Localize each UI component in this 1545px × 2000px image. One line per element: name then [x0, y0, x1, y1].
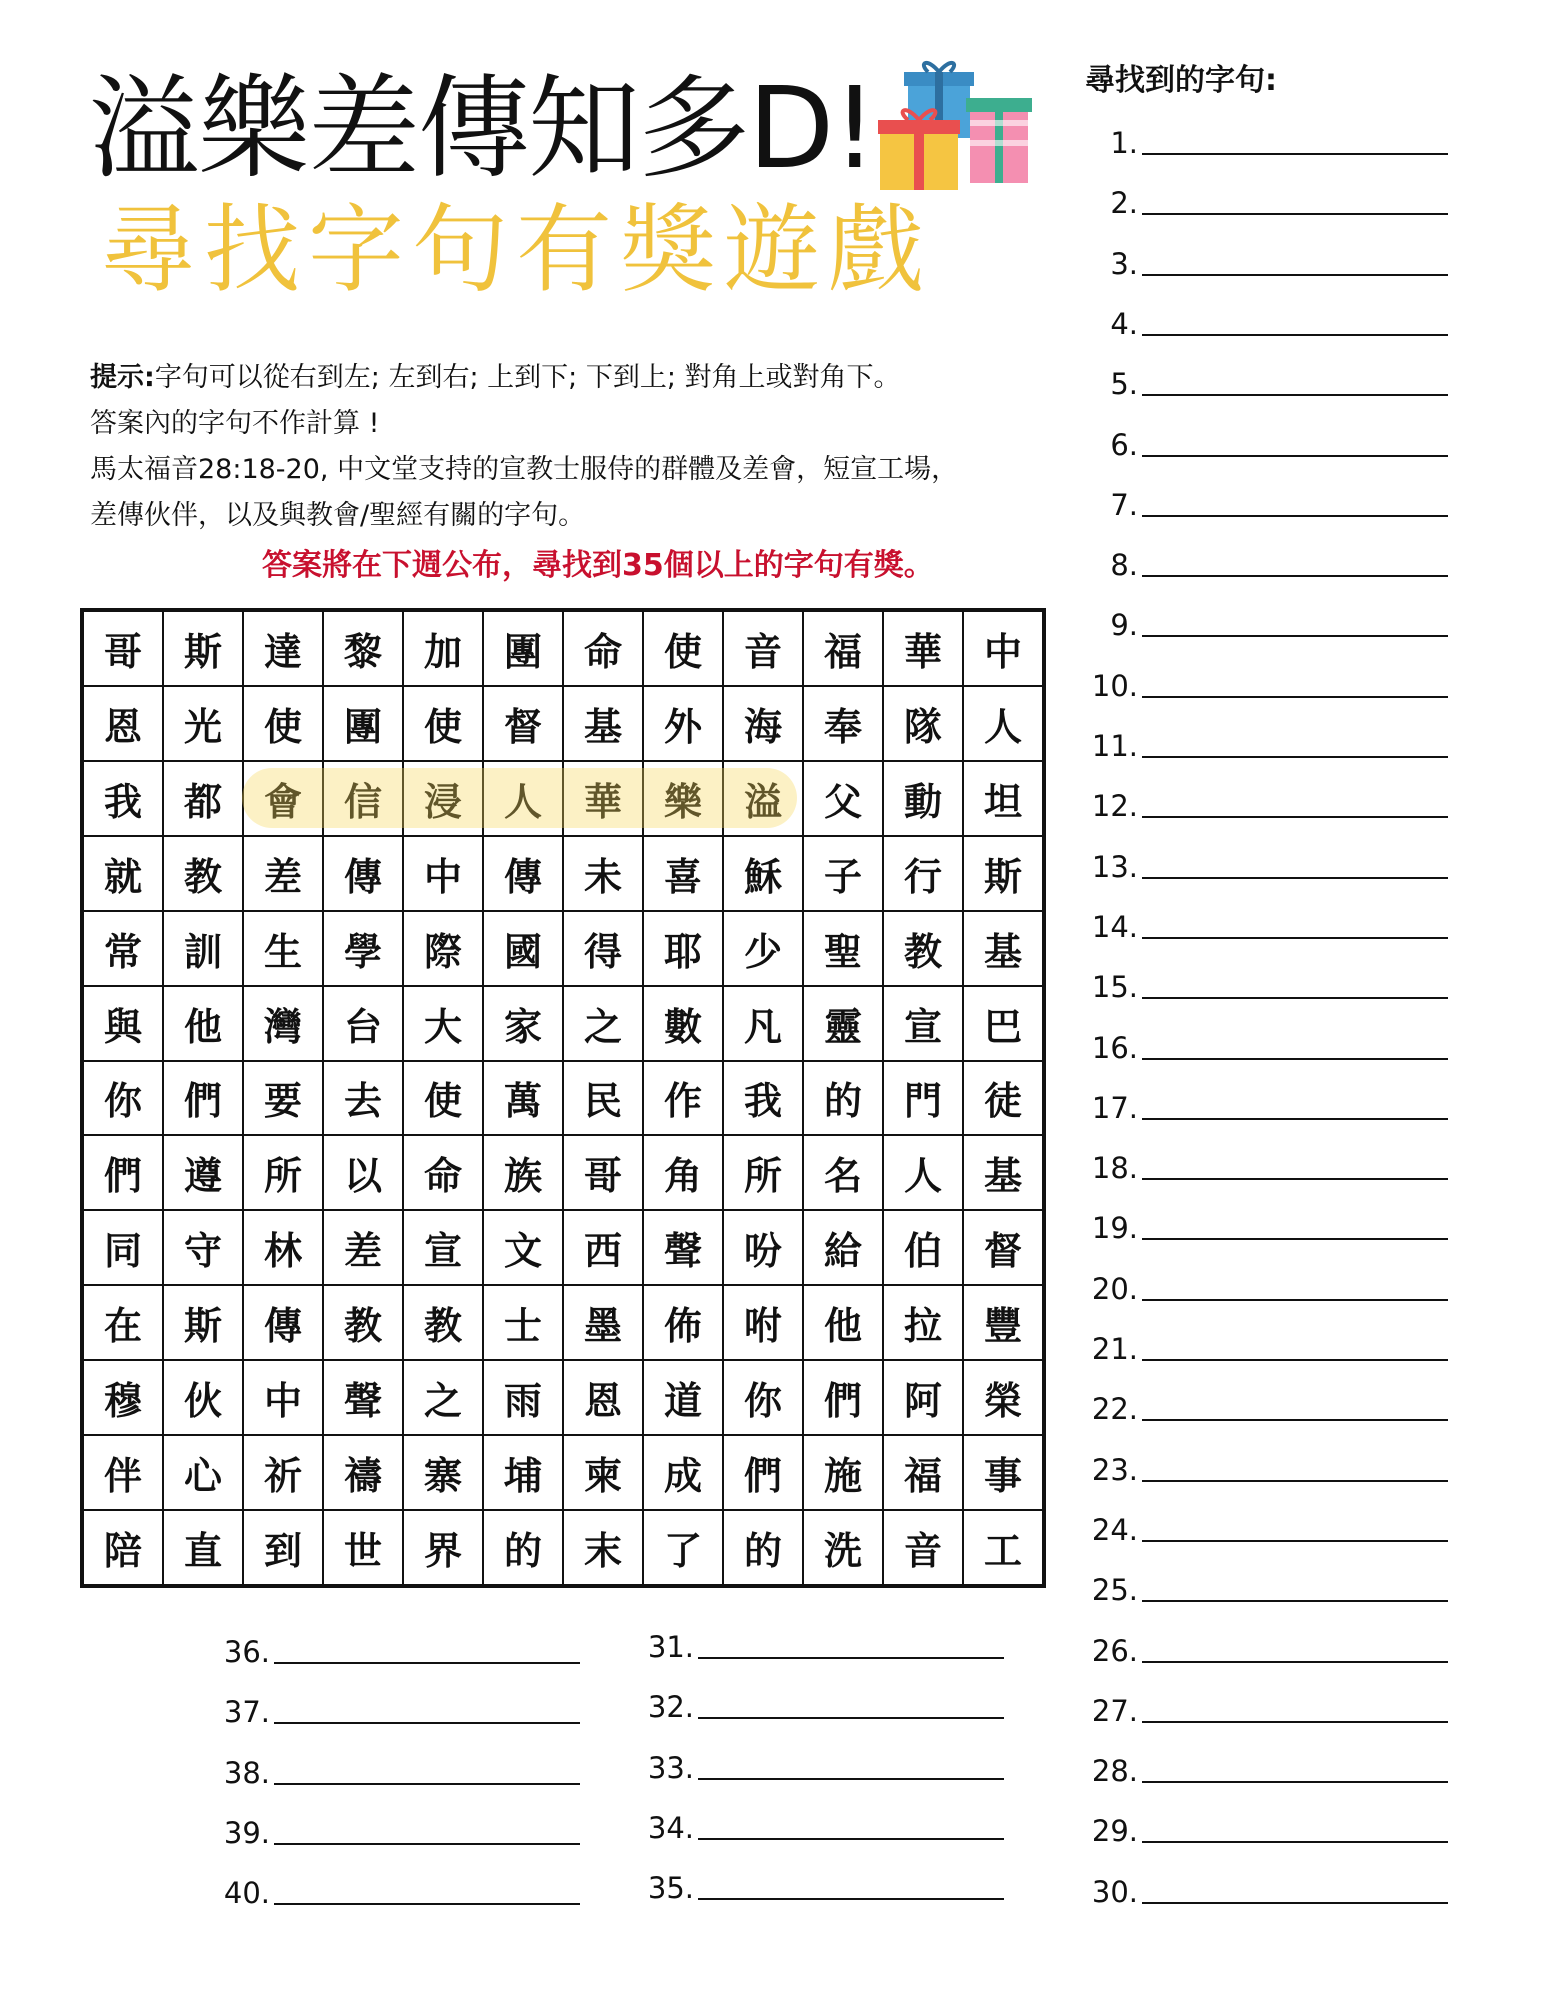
- grid-cell[interactable]: 哥: [563, 1135, 643, 1210]
- grid-cell[interactable]: 奉: [803, 686, 883, 761]
- grid-cell[interactable]: 伯: [883, 1210, 963, 1285]
- grid-cell[interactable]: 以: [323, 1135, 403, 1210]
- answer-blank[interactable]: [1142, 815, 1448, 818]
- answer-number: 14.: [1091, 909, 1138, 944]
- hint-text-1: 字句可以從右到左; 左到右; 上到下; 下到上; 對角上或對角下。: [154, 362, 901, 393]
- answer-number: 24.: [1091, 1512, 1138, 1547]
- answer-blank[interactable]: [1142, 1840, 1448, 1843]
- answer-number: 31.: [647, 1630, 694, 1664]
- answer-number: 29.: [1091, 1814, 1138, 1849]
- answer-blank[interactable]: [1142, 1901, 1448, 1904]
- hint-line-2: 答案內的字句不作計算 !: [90, 408, 380, 439]
- grid-cell[interactable]: 所: [723, 1135, 803, 1210]
- answer-number: 15.: [1091, 970, 1138, 1005]
- grid-cell[interactable]: 達: [243, 611, 323, 686]
- answer-line: [640, 1622, 1004, 1662]
- grid-cell[interactable]: 傳: [323, 836, 403, 911]
- grid-cell[interactable]: 常: [83, 911, 163, 986]
- answer-blank[interactable]: [1142, 212, 1448, 215]
- answer-number: 39.: [223, 1815, 270, 1850]
- grid-cell[interactable]: 心: [163, 1435, 243, 1510]
- grid-cell[interactable]: 世: [323, 1510, 403, 1585]
- grid-cell[interactable]: 教: [883, 911, 963, 986]
- grid-cell[interactable]: 宣: [403, 1210, 483, 1285]
- answer-line: [1084, 178, 1448, 221]
- answer-number: 36.: [223, 1635, 270, 1669]
- grid-cell[interactable]: 信: [323, 761, 403, 836]
- answer-blank[interactable]: [1142, 1298, 1448, 1301]
- grid-cell[interactable]: 聲: [643, 1210, 723, 1285]
- grid-cell[interactable]: 都: [163, 761, 243, 836]
- answer-number: 13.: [1091, 849, 1138, 884]
- answer-line: [640, 1803, 1004, 1843]
- grid-cell[interactable]: 文: [483, 1210, 563, 1285]
- answer-blank[interactable]: [698, 1777, 1004, 1780]
- grid-cell[interactable]: 作: [643, 1061, 723, 1136]
- answer-line: [1084, 1565, 1448, 1608]
- answer-blank[interactable]: [698, 1897, 1004, 1900]
- page-title: 溢樂差傳知多D!: [88, 64, 876, 194]
- grid-cell[interactable]: 穌: [723, 836, 803, 911]
- answer-number: 27.: [1091, 1693, 1138, 1728]
- answer-number: 6.: [1110, 427, 1138, 462]
- answer-line: [1084, 1143, 1448, 1186]
- grid-cell[interactable]: 差: [243, 836, 323, 911]
- grid-cell[interactable]: 斯: [163, 1285, 243, 1360]
- answer-blank[interactable]: [1142, 755, 1448, 758]
- grid-cell[interactable]: 所: [243, 1135, 323, 1210]
- grid-cell[interactable]: 的: [803, 1061, 883, 1136]
- grid-cell[interactable]: 得: [563, 911, 643, 986]
- grid-cell[interactable]: 浸: [403, 761, 483, 836]
- grid-cell[interactable]: 陪: [83, 1510, 163, 1585]
- answer-number: 40.: [223, 1876, 270, 1911]
- grid-cell[interactable]: 你: [83, 1061, 163, 1136]
- answer-number: 11.: [1091, 729, 1138, 763]
- answer-line: [1084, 359, 1448, 402]
- grid-cell[interactable]: 子: [803, 836, 883, 911]
- grid-cell[interactable]: 命: [403, 1135, 483, 1210]
- hint-line-4: 差傳伙伴，以及與教會/聖經有關的字句。: [90, 500, 586, 531]
- word-search-grid: [80, 608, 1046, 1588]
- answer-line: [1084, 1083, 1448, 1123]
- grid-cell[interactable]: 佈: [643, 1285, 723, 1360]
- grid-cell[interactable]: 伙: [163, 1360, 243, 1435]
- grid-cell[interactable]: 之: [403, 1360, 483, 1435]
- grid-cell[interactable]: 他: [803, 1285, 883, 1360]
- grid-cell[interactable]: 基: [563, 686, 643, 761]
- hint-label: 提示:: [90, 362, 155, 393]
- grid-cell[interactable]: 與: [83, 986, 163, 1061]
- grid-cell[interactable]: 吩: [723, 1210, 803, 1285]
- grid-cell[interactable]: 我: [83, 761, 163, 836]
- page-subtitle: 尋找字句有獎遊戲: [100, 194, 932, 306]
- grid-cell[interactable]: 少: [723, 911, 803, 986]
- answer-blank[interactable]: [1142, 1780, 1448, 1783]
- answer-line: [640, 1682, 1004, 1725]
- grid-cell[interactable]: 你: [723, 1360, 803, 1435]
- grid-cell[interactable]: 道: [643, 1360, 723, 1435]
- grid-cell[interactable]: 寨: [403, 1435, 483, 1510]
- grid-cell[interactable]: 末: [563, 1510, 643, 1585]
- grid-cell[interactable]: 伴: [83, 1435, 163, 1510]
- grid-cell[interactable]: 哥: [83, 611, 163, 686]
- answer-line: [1084, 1324, 1448, 1364]
- answer-number: 26.: [1091, 1633, 1138, 1668]
- grid-cell[interactable]: 門: [883, 1061, 963, 1136]
- answer-blank[interactable]: [1142, 514, 1448, 517]
- grid-cell[interactable]: 豐: [963, 1285, 1043, 1360]
- answer-blank[interactable]: [1142, 1599, 1448, 1602]
- grid-cell[interactable]: 事: [963, 1435, 1043, 1510]
- answer-line: [1084, 721, 1448, 761]
- answer-blank[interactable]: [698, 1656, 1004, 1659]
- grid-cell[interactable]: 宣: [883, 986, 963, 1061]
- grid-cell[interactable]: 族: [483, 1135, 563, 1210]
- hint-block: [90, 355, 1050, 539]
- answer-line: [1084, 902, 1448, 942]
- grid-cell[interactable]: 差: [323, 1210, 403, 1285]
- answer-number: 9.: [1110, 608, 1138, 643]
- grid-cell[interactable]: 台: [323, 986, 403, 1061]
- answer-blank[interactable]: [1142, 393, 1448, 396]
- answer-line: [1084, 962, 1448, 1005]
- answer-number: 21.: [1091, 1332, 1138, 1366]
- answer-blank[interactable]: [1142, 1358, 1448, 1361]
- answer-line: [640, 1743, 1004, 1783]
- grid-cell[interactable]: 外: [643, 686, 723, 761]
- grid-cell[interactable]: 恩: [83, 686, 163, 761]
- answer-number: 5.: [1110, 367, 1138, 402]
- grid-cell[interactable]: 直: [163, 1510, 243, 1585]
- answer-blank[interactable]: [1142, 996, 1448, 999]
- grid-cell[interactable]: 們: [803, 1360, 883, 1435]
- grid-cell[interactable]: 墨: [563, 1285, 643, 1360]
- grid-cell[interactable]: 洗: [803, 1510, 883, 1585]
- grid-cell[interactable]: 到: [243, 1510, 323, 1585]
- grid-cell[interactable]: 的: [723, 1510, 803, 1585]
- grid-cell[interactable]: 訓: [163, 911, 243, 986]
- answer-line: [1084, 1023, 1448, 1063]
- answer-number: 8.: [1110, 548, 1138, 583]
- grid-cell[interactable]: 光: [163, 686, 243, 761]
- grid-cell[interactable]: 了: [643, 1510, 723, 1585]
- answer-number: 30.: [1091, 1874, 1138, 1909]
- grid-cell[interactable]: 們: [163, 1061, 243, 1136]
- grid-cell[interactable]: 溢: [723, 761, 803, 836]
- answer-line: [1084, 1746, 1448, 1789]
- grid-cell[interactable]: 團: [483, 611, 563, 686]
- answer-number: 7.: [1110, 487, 1138, 522]
- answer-line: [216, 1687, 580, 1730]
- answer-blank[interactable]: [1142, 273, 1448, 276]
- hint-line-1: [90, 355, 1050, 401]
- grid-cell[interactable]: 們: [723, 1435, 803, 1510]
- answer-line: [1084, 1203, 1448, 1246]
- grid-cell[interactable]: 傳: [243, 1285, 323, 1360]
- grid-cell[interactable]: 人: [963, 686, 1043, 761]
- answer-line: [1084, 1384, 1448, 1427]
- answer-line: [216, 1748, 580, 1788]
- grid-cell[interactable]: 中: [243, 1360, 323, 1435]
- grid-cell[interactable]: 生: [243, 911, 323, 986]
- grid-cell[interactable]: 會: [243, 761, 323, 836]
- answer-blank[interactable]: [698, 1716, 1004, 1719]
- grid-cell[interactable]: 穆: [83, 1360, 163, 1435]
- grid-cell[interactable]: 祈: [243, 1435, 323, 1510]
- grid-cell[interactable]: 行: [883, 836, 963, 911]
- grid-cell[interactable]: 華: [883, 611, 963, 686]
- answer-number: 28.: [1091, 1754, 1138, 1789]
- grid-cell[interactable]: 同: [83, 1210, 163, 1285]
- answer-number: 2.: [1110, 186, 1138, 221]
- grid-cell[interactable]: 在: [83, 1285, 163, 1360]
- grid-cell[interactable]: 督: [963, 1210, 1043, 1285]
- grid-cell[interactable]: 拉: [883, 1285, 963, 1360]
- answer-line: [1084, 540, 1448, 583]
- answer-line: [216, 1627, 580, 1667]
- answer-blank[interactable]: [1142, 1237, 1448, 1240]
- grid-cell[interactable]: 們: [83, 1135, 163, 1210]
- answer-line: [1084, 1505, 1448, 1545]
- grid-cell[interactable]: 西: [563, 1210, 643, 1285]
- answer-line: [1084, 1626, 1448, 1666]
- grid-cell[interactable]: 的: [483, 1510, 563, 1585]
- grid-cell[interactable]: 國: [483, 911, 563, 986]
- answer-line: [1084, 1445, 1448, 1485]
- answer-number: 33.: [647, 1750, 694, 1785]
- grid-cell[interactable]: 音: [723, 611, 803, 686]
- grid-cell[interactable]: 灣: [243, 986, 323, 1061]
- answer-number: 25.: [1091, 1573, 1138, 1608]
- answer-number: 12.: [1091, 789, 1138, 824]
- answer-line: [1084, 1867, 1448, 1907]
- answer-number: 35.: [647, 1871, 694, 1906]
- answer-line: [1084, 781, 1448, 824]
- grid-cell[interactable]: 要: [243, 1061, 323, 1136]
- gift-boxes-icon: [878, 58, 1038, 193]
- answer-line: [1084, 299, 1448, 339]
- answer-number: 37.: [223, 1695, 270, 1730]
- answer-blank[interactable]: [274, 1721, 580, 1724]
- grid-cell[interactable]: 守: [163, 1210, 243, 1285]
- grid-cell[interactable]: 恩: [563, 1360, 643, 1435]
- answer-blank[interactable]: [698, 1837, 1004, 1840]
- answer-number: 22.: [1091, 1392, 1138, 1427]
- answer-blank[interactable]: [1142, 876, 1448, 879]
- grid-cell[interactable]: 福: [803, 611, 883, 686]
- answer-blank[interactable]: [274, 1842, 580, 1845]
- grid-cell[interactable]: 遵: [163, 1135, 243, 1210]
- grid-cell[interactable]: 巴: [963, 986, 1043, 1061]
- grid-cell[interactable]: 傳: [483, 836, 563, 911]
- grid-cell[interactable]: 使: [403, 1061, 483, 1136]
- grid-cell[interactable]: 去: [323, 1061, 403, 1136]
- answer-blank[interactable]: [1142, 634, 1448, 637]
- grid-cell[interactable]: 督: [483, 686, 563, 761]
- grid-cell[interactable]: 耶: [643, 911, 723, 986]
- answer-number: 16.: [1091, 1030, 1138, 1065]
- grid-cell[interactable]: 咐: [723, 1285, 803, 1360]
- grid-cell[interactable]: 教: [323, 1285, 403, 1360]
- grid-cell[interactable]: 斯: [963, 836, 1043, 911]
- grid-cell[interactable]: 喜: [643, 836, 723, 911]
- answer-number: 1.: [1110, 126, 1138, 160]
- answer-blank[interactable]: [1142, 936, 1448, 939]
- grid-cell[interactable]: 隊: [883, 686, 963, 761]
- grid-cell[interactable]: 成: [643, 1435, 723, 1510]
- grid-cell[interactable]: 給: [803, 1210, 883, 1285]
- grid-cell[interactable]: 樂: [643, 761, 723, 836]
- answer-line: [1084, 1806, 1448, 1849]
- answer-number: 4.: [1110, 306, 1138, 341]
- grid-cell[interactable]: 斯: [163, 611, 243, 686]
- answer-line: [216, 1808, 580, 1848]
- grid-cell[interactable]: 民: [563, 1061, 643, 1136]
- grid-cell[interactable]: 禱: [323, 1435, 403, 1510]
- answer-number: 10.: [1091, 668, 1138, 703]
- grid-cell[interactable]: 際: [403, 911, 483, 986]
- answer-list-title: 尋找到的字句:: [1085, 63, 1277, 98]
- grid-cell[interactable]: 他: [163, 986, 243, 1061]
- answer-blank[interactable]: [1142, 1660, 1448, 1663]
- answer-number: 20.: [1091, 1271, 1138, 1306]
- answer-blank[interactable]: [1142, 695, 1448, 698]
- answer-number: 19.: [1091, 1211, 1138, 1246]
- grid-cell[interactable]: 大: [403, 986, 483, 1061]
- answer-line: [640, 1863, 1004, 1906]
- grid-cell[interactable]: 華: [563, 761, 643, 836]
- grid-cell[interactable]: 人: [883, 1135, 963, 1210]
- grid-cell[interactable]: 使: [643, 611, 723, 686]
- answer-number: 23.: [1091, 1452, 1138, 1487]
- grid-cell[interactable]: 未: [563, 836, 643, 911]
- grid-cell[interactable]: 界: [403, 1510, 483, 1585]
- grid-cell[interactable]: 學: [323, 911, 403, 986]
- grid-cell[interactable]: 雨: [483, 1360, 563, 1435]
- grid-cell[interactable]: 埔: [483, 1435, 563, 1510]
- grid-cell[interactable]: 坦: [963, 761, 1043, 836]
- grid-cell[interactable]: 士: [483, 1285, 563, 1360]
- grid-cell[interactable]: 教: [163, 836, 243, 911]
- grid-cell[interactable]: 靈: [803, 986, 883, 1061]
- grid-cell[interactable]: 聖: [803, 911, 883, 986]
- grid-cell[interactable]: 榮: [963, 1360, 1043, 1435]
- grid-cell[interactable]: 命: [563, 611, 643, 686]
- grid-cell[interactable]: 福: [883, 1435, 963, 1510]
- grid-cell[interactable]: 工: [963, 1510, 1043, 1585]
- answer-number: 32.: [647, 1690, 694, 1725]
- answer-line: [1084, 118, 1448, 158]
- answer-number: 17.: [1091, 1090, 1138, 1125]
- answer-line: [1084, 420, 1448, 460]
- grid-cell[interactable]: 中: [403, 836, 483, 911]
- grid-cell[interactable]: 數: [643, 986, 723, 1061]
- grid-cell[interactable]: 我: [723, 1061, 803, 1136]
- answer-blank[interactable]: [1142, 1117, 1448, 1120]
- answer-blank[interactable]: [1142, 1177, 1448, 1180]
- answer-line: [1084, 1686, 1448, 1726]
- grid-cell[interactable]: 名: [803, 1135, 883, 1210]
- grid-cell[interactable]: 加: [403, 611, 483, 686]
- answer-line: [1084, 480, 1448, 520]
- answer-blank[interactable]: [1142, 574, 1448, 577]
- grid-cell[interactable]: 音: [883, 1510, 963, 1585]
- answer-blank[interactable]: [1142, 1418, 1448, 1421]
- grid-cell[interactable]: 施: [803, 1435, 883, 1510]
- answer-line: [1084, 239, 1448, 279]
- grid-cell[interactable]: 角: [643, 1135, 723, 1210]
- answer-line: [1084, 661, 1448, 701]
- grid-cell[interactable]: 海: [723, 686, 803, 761]
- answer-number: 34.: [647, 1810, 694, 1845]
- grid-cell[interactable]: 徒: [963, 1061, 1043, 1136]
- grid-cell[interactable]: 阿: [883, 1360, 963, 1435]
- answer-number: 3.: [1110, 246, 1138, 281]
- grid-cell[interactable]: 基: [963, 911, 1043, 986]
- grid-cell[interactable]: 就: [83, 836, 163, 911]
- answer-line: [1084, 600, 1448, 643]
- grid-cell[interactable]: 團: [323, 686, 403, 761]
- answer-blank[interactable]: [1142, 454, 1448, 457]
- grid-cell[interactable]: 黎: [323, 611, 403, 686]
- answer-blank[interactable]: [1142, 1479, 1448, 1482]
- hint-line-3: 馬太福音28:18-20, 中文堂支持的宣教士服侍的群體及差會，短宣工場，: [90, 454, 959, 485]
- grid-cell[interactable]: 教: [403, 1285, 483, 1360]
- grid-cell[interactable]: 聲: [323, 1360, 403, 1435]
- answer-blank[interactable]: [274, 1902, 580, 1905]
- grid-cell[interactable]: 父: [803, 761, 883, 836]
- grid-cell[interactable]: 凡: [723, 986, 803, 1061]
- grid-cell[interactable]: 家: [483, 986, 563, 1061]
- answer-blank[interactable]: [274, 1661, 580, 1664]
- grid-cell[interactable]: 中: [963, 611, 1043, 686]
- answer-line: [1084, 842, 1448, 882]
- answer-blank[interactable]: [1142, 1539, 1448, 1542]
- grid-cell[interactable]: 使: [403, 686, 483, 761]
- grid-cell[interactable]: 林: [243, 1210, 323, 1285]
- answer-number: 38.: [223, 1755, 270, 1790]
- answer-blank[interactable]: [1142, 1057, 1448, 1060]
- answer-number: 18.: [1091, 1151, 1138, 1186]
- prize-note: 答案將在下週公布，尋找到35個以上的字句有獎。: [262, 548, 934, 583]
- answer-line: [216, 1868, 580, 1911]
- answer-blank[interactable]: [1142, 1720, 1448, 1723]
- answer-line: [1084, 1264, 1448, 1304]
- grid-cell[interactable]: 動: [883, 761, 963, 836]
- grid-cell[interactable]: 使: [243, 686, 323, 761]
- answer-blank[interactable]: [274, 1782, 580, 1785]
- grid-cell[interactable]: 基: [963, 1135, 1043, 1210]
- grid-cell[interactable]: 之: [563, 986, 643, 1061]
- answer-blank[interactable]: [1142, 333, 1448, 336]
- grid-cell[interactable]: 柬: [563, 1435, 643, 1510]
- answer-blank[interactable]: [1142, 152, 1448, 155]
- grid-cell[interactable]: 人: [483, 761, 563, 836]
- grid-cell[interactable]: 萬: [483, 1061, 563, 1136]
